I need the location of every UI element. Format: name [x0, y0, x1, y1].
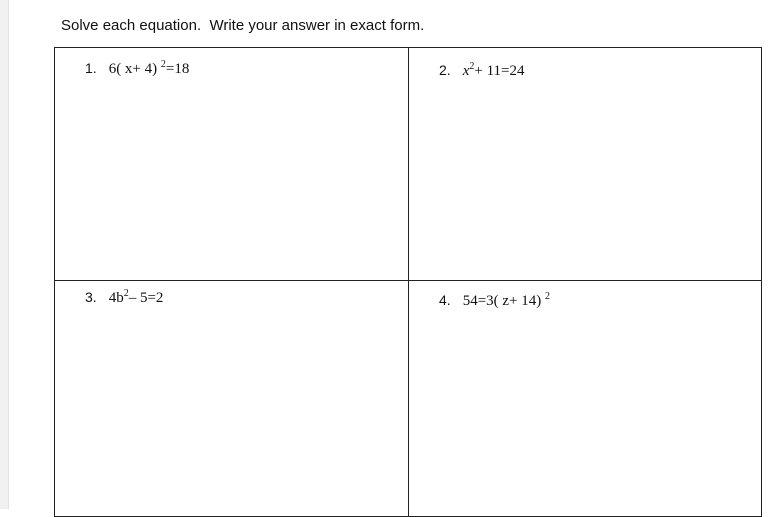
equation-rest: =18 — [165, 61, 190, 77]
problem-number: 3. — [85, 289, 97, 305]
problem-grid — [54, 47, 762, 517]
equation-rest: – 5=2 — [128, 290, 164, 306]
equation-base: x — [462, 63, 470, 79]
equation-exponent: 2 — [160, 59, 166, 70]
page-edge — [0, 0, 9, 509]
problem-number: 1. — [85, 60, 97, 76]
equation — [463, 291, 550, 310]
horizontal-divider — [55, 280, 761, 281]
problem-number: 2. — [439, 62, 451, 78]
equation-base: 6( x+ 4) — [108, 61, 161, 77]
equation-exponent: 2 — [545, 291, 551, 302]
equation-base: 54=3( z+ 14) — [462, 293, 546, 309]
equation-exponent: 2 — [123, 288, 129, 299]
equation-base: 4b — [108, 290, 124, 306]
equation — [109, 59, 190, 78]
equation-rest: + 11=24 — [474, 63, 525, 79]
problem-2 — [439, 61, 524, 80]
vertical-divider — [408, 48, 409, 516]
problem-1 — [85, 59, 189, 78]
problem-number: 4. — [439, 292, 451, 308]
equation-exponent: 2 — [469, 61, 475, 72]
instructions-text: Solve each equation. Write your answer in exact form. — [61, 17, 425, 34]
equation — [463, 61, 525, 80]
problem-4 — [439, 291, 550, 310]
problem-3 — [85, 288, 163, 307]
equation — [109, 288, 164, 307]
